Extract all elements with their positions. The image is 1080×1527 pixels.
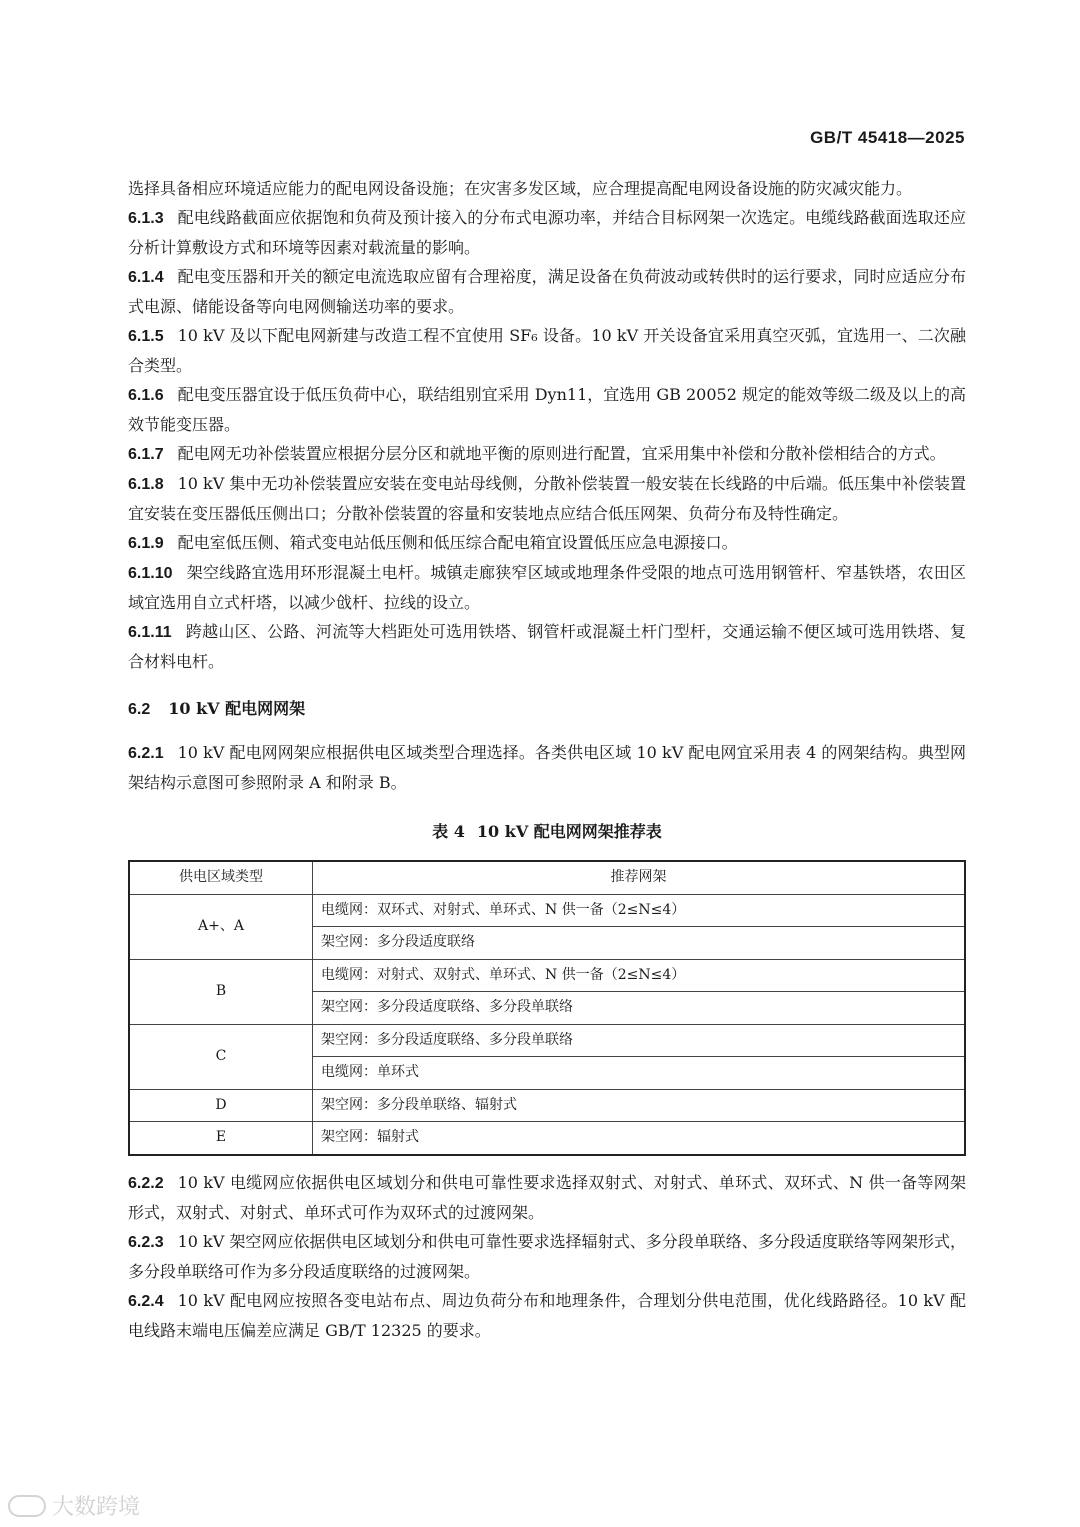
region-type-cell: A+、A (129, 894, 313, 959)
table-caption-label: 表 4 (432, 822, 465, 841)
recommended-grid-cell: 电缆网：双环式、对射式、单环式、N 供一备（2≤N≤4） (313, 894, 966, 927)
clause-number: 6.1.6 (128, 387, 164, 404)
clause-number: 6.2.3 (128, 1233, 164, 1251)
clause-paragraph (128, 321, 966, 380)
table-row (129, 959, 965, 992)
grid-recommendation-table (128, 860, 966, 1156)
region-type-cell: B (129, 959, 313, 1024)
clause-text: 配电网无功补偿装置应根据分层分区和就地平衡的原则进行配置，宜采用集中补偿和分散补偿相结合的方式。 (177, 444, 946, 463)
clause-number: 6.1.7 (128, 446, 164, 463)
clause-paragraph (128, 469, 966, 528)
clause-paragraph (128, 558, 966, 617)
table-row (129, 1024, 965, 1057)
table-row (129, 1089, 965, 1122)
clause-number: 6.2.2 (128, 1174, 164, 1192)
clauses-6-1 (128, 174, 966, 676)
clause-text: 配电变压器和开关的额定电流选取应留有合理裕度，满足设备在负荷波动或转供时的运行要求，同时应适应分布式电源、储能设备等向电网侧输送功率的要求。 (128, 267, 966, 316)
region-type-cell: C (129, 1024, 313, 1089)
recommended-grid-cell: 架空网：多分段适度联络、多分段单联络 (313, 992, 966, 1025)
section-title: 10 kV 配电网网架 (168, 699, 306, 718)
clause-text: 10 kV 电缆网应依据供电区域划分和供电可靠性要求选择双射式、对射式、单环式、双环式、N 供一备等网架形式，双射式、对射式、单环式可作为双环式的过渡网架。 (128, 1172, 966, 1222)
clause-paragraph (128, 1168, 966, 1227)
recommended-grid-cell: 架空网：多分段适度联络、多分段单联络 (313, 1024, 966, 1057)
clause-text: 选择具备相应环境适应能力的配电网设备设施；在灾害多发区域，应合理提高配电网设备设施的防灾减灾能力。 (128, 179, 913, 198)
header-region-type: 供电区域类型 (129, 861, 313, 894)
watermark-text: 大数跨境 (52, 1495, 141, 1520)
region-type-cell: E (129, 1122, 313, 1155)
recommended-grid-cell: 架空网：多分段单联络、辐射式 (313, 1089, 966, 1122)
clause-paragraph (128, 1286, 966, 1345)
clause-text: 10 kV 及以下配电网新建与改造工程不宜使用 SF₆ 设备。10 kV 开关设备宜采用真空灭弧，宜选用一、二次融合类型。 (128, 326, 966, 375)
clause-number: 6.1.4 (128, 269, 164, 286)
clause-text: 10 kV 集中无功补偿装置应安装在变电站母线侧，分散补偿装置一般安装在长线路的中后端。低压集中补偿装置宜安装在变压器低压侧出口；分散补偿装置的容量和安装地点应结合低压网架、负荷分布及特性确定。 (128, 474, 966, 523)
document-body (128, 174, 966, 1345)
clause-number: 6.1.9 (128, 535, 164, 552)
clause-text: 配电室低压侧、箱式变电站低压侧和低压综合配电箱宜设置低压应急电源接口。 (177, 533, 738, 552)
table-row (129, 894, 965, 927)
clause-number: 6.1.11 (128, 624, 172, 641)
recommended-grid-cell: 架空网：多分段适度联络 (313, 927, 966, 960)
clause-text: 架空线路宜选用环形混凝土电杆。城镇走廊狭窄区域或地理条件受限的地点可选用钢管杆、窄基铁塔，农田区域宜选用自立式杆塔，以减少戗杆、拉线的设立。 (128, 563, 966, 612)
clause-paragraph (128, 262, 966, 321)
clause-paragraph (128, 1227, 966, 1286)
clause-number: 6.1.8 (128, 476, 164, 493)
table-caption (128, 817, 966, 846)
table-row (129, 1122, 965, 1155)
section-heading (128, 694, 966, 724)
clause-text: 配电变压器宜设于低压负荷中心，联结组别宜采用 Dyn11，宜选用 GB 20052 规定的能效等级二级及以上的高效节能变压器。 (128, 385, 966, 434)
clause-text: 跨越山区、公路、河流等大档距处可选用铁塔、钢管杆或混凝土杆门型杆，交通运输不便区域可选用铁塔、复合材料电杆。 (128, 622, 966, 671)
clause-number: 6.1.5 (128, 328, 164, 345)
clause-paragraph (128, 174, 966, 203)
clause-number: 6.2.1 (128, 745, 164, 762)
clauses-6-2-2-to-6-2-4 (128, 1168, 966, 1345)
clause-text: 10 kV 架空网应依据供电区域划分和供电可靠性要求选择辐射式、多分段单联络、多分段适度联络等网架形式，多分段单联络可作为多分段适度联络的过渡网架。 (128, 1231, 966, 1281)
clause-number: 6.2.4 (128, 1292, 164, 1310)
clause-text: 10 kV 配电网应按照各变电站布点、周边负荷分布和地理条件，合理划分供电范围，优化线路路径。10 kV 配电线路末端电压偏差应满足 GB/T 12325 的要求。 (128, 1290, 966, 1340)
table-body (129, 894, 965, 1155)
recommended-grid-cell: 架空网：辐射式 (313, 1122, 966, 1155)
clause-text: 10 kV 配电网网架应根据供电区域类型合理选择。各类供电区域 10 kV 配电网宜采用表 4 的网架结构。典型网架结构示意图可参照附录 A 和附录 B。 (128, 743, 966, 792)
standard-number: GB/T 45418—2025 (810, 128, 965, 147)
watermark (8, 1490, 140, 1521)
clause-text: 配电线路截面应依据饱和负荷及预计接入的分布式电源功率，并结合目标网架一次选定。电缆线路截面选取还应分析计算敷设方式和环境等因素对载流量的影响。 (128, 208, 966, 257)
clause-6-2-1 (128, 738, 966, 797)
clause-number: 6.1.3 (128, 210, 164, 227)
clause-paragraph (128, 439, 966, 469)
clause-paragraph (128, 380, 966, 439)
watermark-logo-icon (8, 1495, 46, 1517)
clause-paragraph (128, 203, 966, 262)
clause-paragraph (128, 528, 966, 558)
table-caption-title: 10 kV 配电网网架推荐表 (476, 822, 662, 841)
header-recommended-grid: 推荐网架 (313, 861, 966, 894)
clause-number: 6.1.10 (128, 565, 173, 582)
recommended-grid-cell: 电缆网：对射式、双射式、单环式、N 供一备（2≤N≤4） (313, 959, 966, 992)
table-header-row (129, 861, 965, 894)
recommended-grid-cell: 电缆网：单环式 (313, 1057, 966, 1090)
clause-paragraph (128, 617, 966, 676)
section-number: 6.2 (128, 701, 151, 718)
region-type-cell: D (129, 1089, 313, 1122)
